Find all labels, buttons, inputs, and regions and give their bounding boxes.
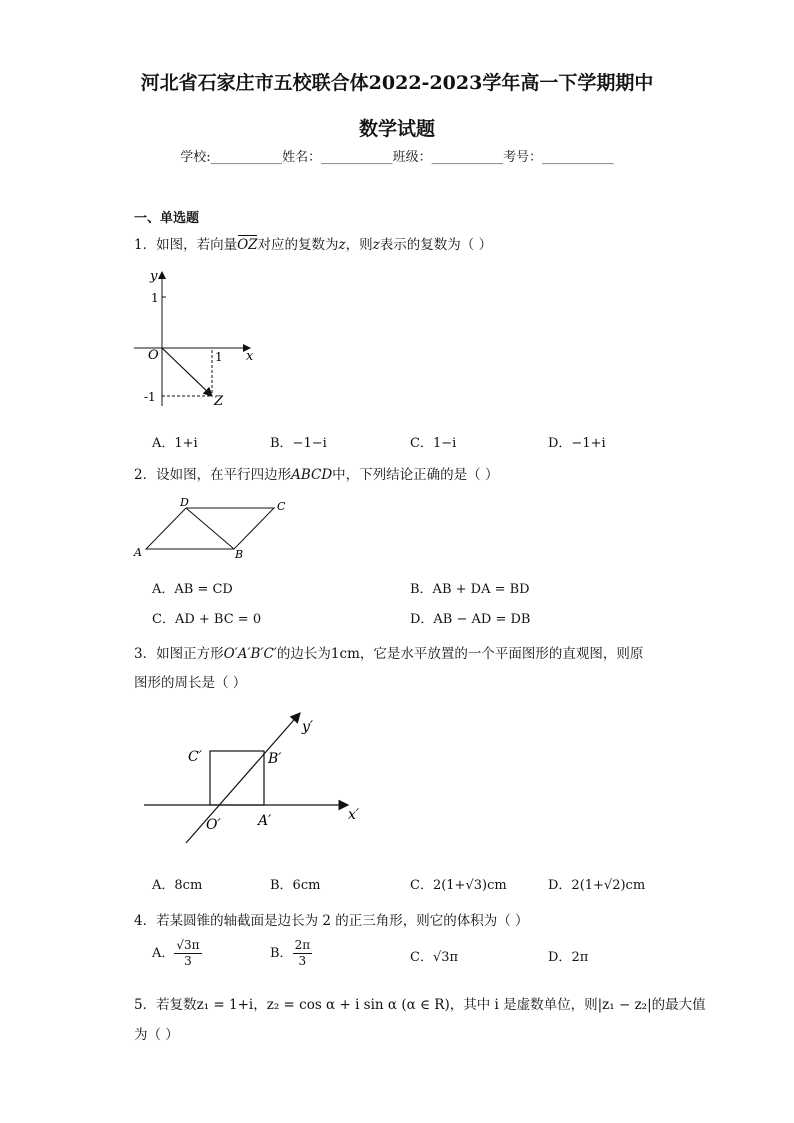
question-text: 中，下列结论正确的是（ ） [332, 467, 499, 483]
page-title: 河北省石家庄市五校联合体2022-2023学年高一下学期期中 [140, 72, 654, 94]
math-var: z [338, 237, 346, 253]
square-oabc [210, 751, 264, 805]
question-text: ，则 [345, 237, 373, 253]
page-subtitle: 数学试题 [358, 118, 435, 140]
fig-label: O [148, 348, 159, 363]
fig-label: C [277, 500, 286, 513]
fig-label: B [235, 548, 244, 560]
vector-oz: OZ [237, 237, 258, 253]
question-text: 若某圆锥的轴截面是边长为 2 的正三角形，则它的体积为（ ） [156, 913, 529, 929]
option-a[interactable] [152, 938, 202, 969]
option-b[interactable]: B．6cm [270, 878, 321, 893]
fraction-denominator: 3 [298, 954, 307, 968]
question-text: 的边长为1cm，它是水平放置的一个平面图形的直观图，则原 [276, 646, 644, 662]
question-5 [134, 993, 706, 1013]
fraction [293, 938, 313, 969]
option-value: 2π [571, 950, 589, 965]
fig-label: -1 [144, 390, 156, 404]
math-var: ABCD [291, 467, 333, 483]
question-text: 如图，若向量 [156, 237, 238, 253]
question-3 [134, 642, 674, 662]
question-number: 2． [134, 467, 157, 483]
option-c[interactable] [410, 946, 458, 965]
fraction [174, 938, 201, 969]
fig-label: B′ [268, 751, 282, 767]
fig-label: 1 [215, 350, 223, 364]
option-b[interactable]: B．−1−i [270, 436, 327, 451]
option-a[interactable]: A．1+i [152, 436, 198, 451]
option-c[interactable]: C．AD + BC = 0 [152, 612, 262, 627]
option-a[interactable]: A．AB = CD [152, 582, 233, 597]
q3-figure-intuitive-diagram [138, 705, 378, 855]
fig-label: x [246, 349, 254, 364]
fraction-numerator: √3π [176, 938, 200, 952]
question-text: 若复数z₁ = 1+i，z₂ = cos α + i sin α (α ∈ R)，其中 i 是虚数单位，则|z₁ − z₂|的最大值 [156, 997, 706, 1013]
vector-oz-arrow [162, 348, 212, 396]
fig-label: D [180, 496, 189, 509]
option-d[interactable]: D．−1+i [548, 436, 606, 451]
math-var: O′A′B′C′ [223, 646, 277, 662]
fig-label: 1 [151, 291, 159, 305]
option-label: A． [152, 946, 175, 961]
fig-label: y′ [302, 719, 314, 735]
question-2 [134, 463, 674, 483]
fig-label: Z [214, 394, 224, 409]
option-b[interactable]: B．AB + DA = BD [410, 582, 530, 597]
option-label: D． [548, 950, 572, 965]
question-text: 对应的复数为 [257, 237, 339, 253]
option-d[interactable]: D．AB − AD = DB [410, 612, 531, 627]
question-number: 3． [134, 646, 157, 662]
q2-figure-parallelogram [130, 496, 290, 560]
fig-label: A′ [258, 813, 272, 829]
question-3-cont: 图形的周长是（ ） [134, 675, 247, 691]
question-number: 1． [134, 237, 157, 253]
option-d[interactable]: D．2(1+√2)cm [548, 878, 646, 893]
option-label: C． [410, 950, 433, 965]
fig-label: O′ [206, 817, 221, 833]
option-a[interactable]: A．8cm [152, 878, 203, 893]
option-value: √3π [432, 950, 459, 965]
question-number: 5． [134, 997, 157, 1013]
option-d[interactable] [548, 946, 588, 965]
option-b[interactable] [270, 938, 312, 969]
math-var: z [372, 237, 380, 253]
option-c[interactable]: C．1−i [410, 436, 457, 451]
fig-label: C′ [188, 749, 202, 765]
fig-label: y [150, 269, 158, 284]
option-label: B． [270, 946, 293, 961]
q1-figure-complex-plane [128, 262, 268, 412]
fig-label: A [134, 546, 142, 559]
section-heading: 一、单选题 [134, 211, 200, 226]
question-4 [134, 909, 674, 929]
student-info-line: 学校:___________姓名：___________班级：___________考号：___________ [180, 150, 614, 165]
question-text: 设如图，在平行四边形 [156, 467, 292, 483]
fraction-numerator: 2π [294, 938, 311, 952]
question-text: 如图正方形 [156, 646, 224, 662]
option-c[interactable]: C．2(1+√3)cm [410, 878, 507, 893]
fig-label: x′ [348, 807, 360, 823]
question-1 [134, 233, 674, 253]
question-5-cont: 为（ ） [134, 1027, 179, 1043]
fraction-denominator: 3 [184, 954, 192, 968]
y-prime-axis [186, 713, 300, 843]
question-text: 表示的复数为（ ） [379, 237, 493, 253]
question-number: 4． [134, 913, 157, 929]
